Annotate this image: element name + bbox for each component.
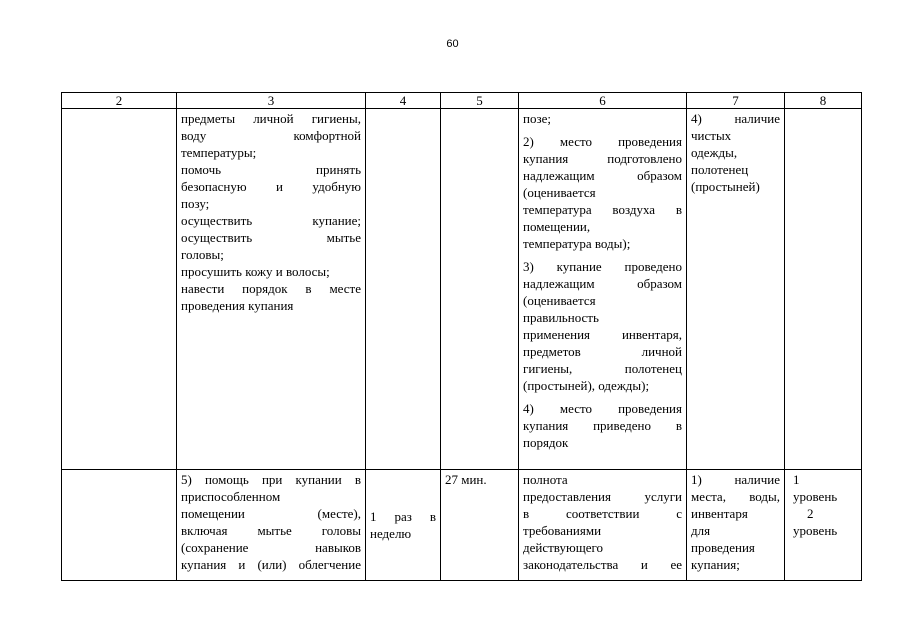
text-line: воду комфортной <box>181 128 361 143</box>
text-line: применения инвентаря, <box>523 327 682 342</box>
text-line: места, воды, <box>691 489 780 504</box>
text-line: (простыней), одежды); <box>523 378 650 393</box>
text-line: (сохранение навыков <box>181 540 361 555</box>
level-number: 2 <box>807 506 814 521</box>
text-line: надлежащим образом <box>523 276 682 291</box>
text-line: законодательства и ее <box>523 557 682 572</box>
text-line: (простыней) <box>691 179 760 194</box>
text-line: 3) купание проведено <box>523 259 682 274</box>
table-row <box>62 470 862 581</box>
text-line: проведения купания <box>181 298 294 313</box>
text-line: позу; <box>181 196 210 211</box>
text-line: инвентаря <box>691 506 748 521</box>
text-line: надлежащим образом <box>523 168 682 183</box>
row1-quality-cell <box>519 109 687 470</box>
level-number: 1 <box>793 472 800 487</box>
table-row <box>62 109 862 470</box>
text-line: для <box>691 523 711 538</box>
text-line: купания подготовлено <box>523 151 682 166</box>
services-table <box>61 92 862 581</box>
text-line: предметов личной <box>523 344 682 359</box>
row2-criteria-cell <box>687 470 785 581</box>
text-line: помещении, <box>523 219 591 234</box>
header-col-8: 8 <box>785 93 862 109</box>
row2-level-cell <box>785 470 862 581</box>
text-line: помочь принять <box>181 162 361 177</box>
level-label: уровень <box>793 489 838 504</box>
row1-criteria-cell <box>687 109 785 470</box>
header-col-6: 6 <box>519 93 687 109</box>
row1-level-cell <box>785 109 862 470</box>
text-line: предметы личной гигиены, <box>181 111 361 126</box>
text-line: неделю <box>370 526 412 541</box>
text-line: купания; <box>691 557 740 572</box>
text-line: действующего <box>523 540 603 555</box>
text-line: позе; <box>523 111 551 126</box>
text-line: 1) наличие <box>691 472 780 487</box>
text-line: чистых <box>691 128 732 143</box>
header-row <box>62 93 862 109</box>
text-line: навести порядок в месте <box>181 281 361 296</box>
text-line: в соответствии с <box>523 506 682 521</box>
text-line: безопасную и удобную <box>181 179 361 194</box>
text-line: 4) место проведения <box>523 401 682 416</box>
header-col-7: 7 <box>687 93 785 109</box>
text-line: просушить кожу и волосы; <box>181 264 330 279</box>
text-line: 5) помощь при купании в <box>181 472 361 487</box>
text-line: осуществить купание; <box>181 213 361 228</box>
text-line: 1 раз в <box>370 509 436 524</box>
text-line: (оценивается <box>523 185 596 200</box>
row1-col2-cell <box>62 109 177 470</box>
text-line: правильность <box>523 310 599 325</box>
page-number: 60 <box>446 38 459 50</box>
text-line: проведения <box>691 540 755 555</box>
text-line: головы; <box>181 247 224 262</box>
row1-duration-cell <box>441 109 519 470</box>
text-line: одежды, <box>691 145 738 160</box>
header-col-4: 4 <box>366 93 441 109</box>
row1-frequency-cell <box>366 109 441 470</box>
duration-value: 27 мин. <box>445 472 487 487</box>
header-col-3: 3 <box>177 93 366 109</box>
text-line: купания приведено в <box>523 418 682 433</box>
text-line: температура воды); <box>523 236 631 251</box>
text-line: включая мытье головы <box>181 523 361 538</box>
text-line: полотенец <box>691 162 749 177</box>
text-line: полнота <box>523 472 568 487</box>
text-line: приспособленном <box>181 489 281 504</box>
text-line: (оценивается <box>523 293 596 308</box>
row2-frequency-cell <box>366 470 441 581</box>
text-line: осуществить мытье <box>181 230 361 245</box>
text-line: порядок <box>523 435 569 450</box>
text-line: температуры; <box>181 145 257 160</box>
text-line: предоставления услуги <box>523 489 682 504</box>
header-col-2: 2 <box>62 93 177 109</box>
row2-col2-cell <box>62 470 177 581</box>
text-line: 2) место проведения <box>523 134 682 149</box>
row2-quality-cell <box>519 470 687 581</box>
text-line: помещении (месте), <box>181 506 361 521</box>
text-line: требованиями <box>523 523 602 538</box>
text-line: температура воздуха в <box>523 202 682 217</box>
text-line: 4) наличие <box>691 111 780 126</box>
text-line: купания и (или) облегчение <box>181 557 361 572</box>
text-line: гигиены, полотенец <box>523 361 682 376</box>
row2-service-cell <box>177 470 366 581</box>
header-col-5: 5 <box>441 93 519 109</box>
row1-actions-cell <box>177 109 366 470</box>
row2-duration-cell <box>441 470 519 581</box>
level-label: уровень <box>793 523 838 538</box>
